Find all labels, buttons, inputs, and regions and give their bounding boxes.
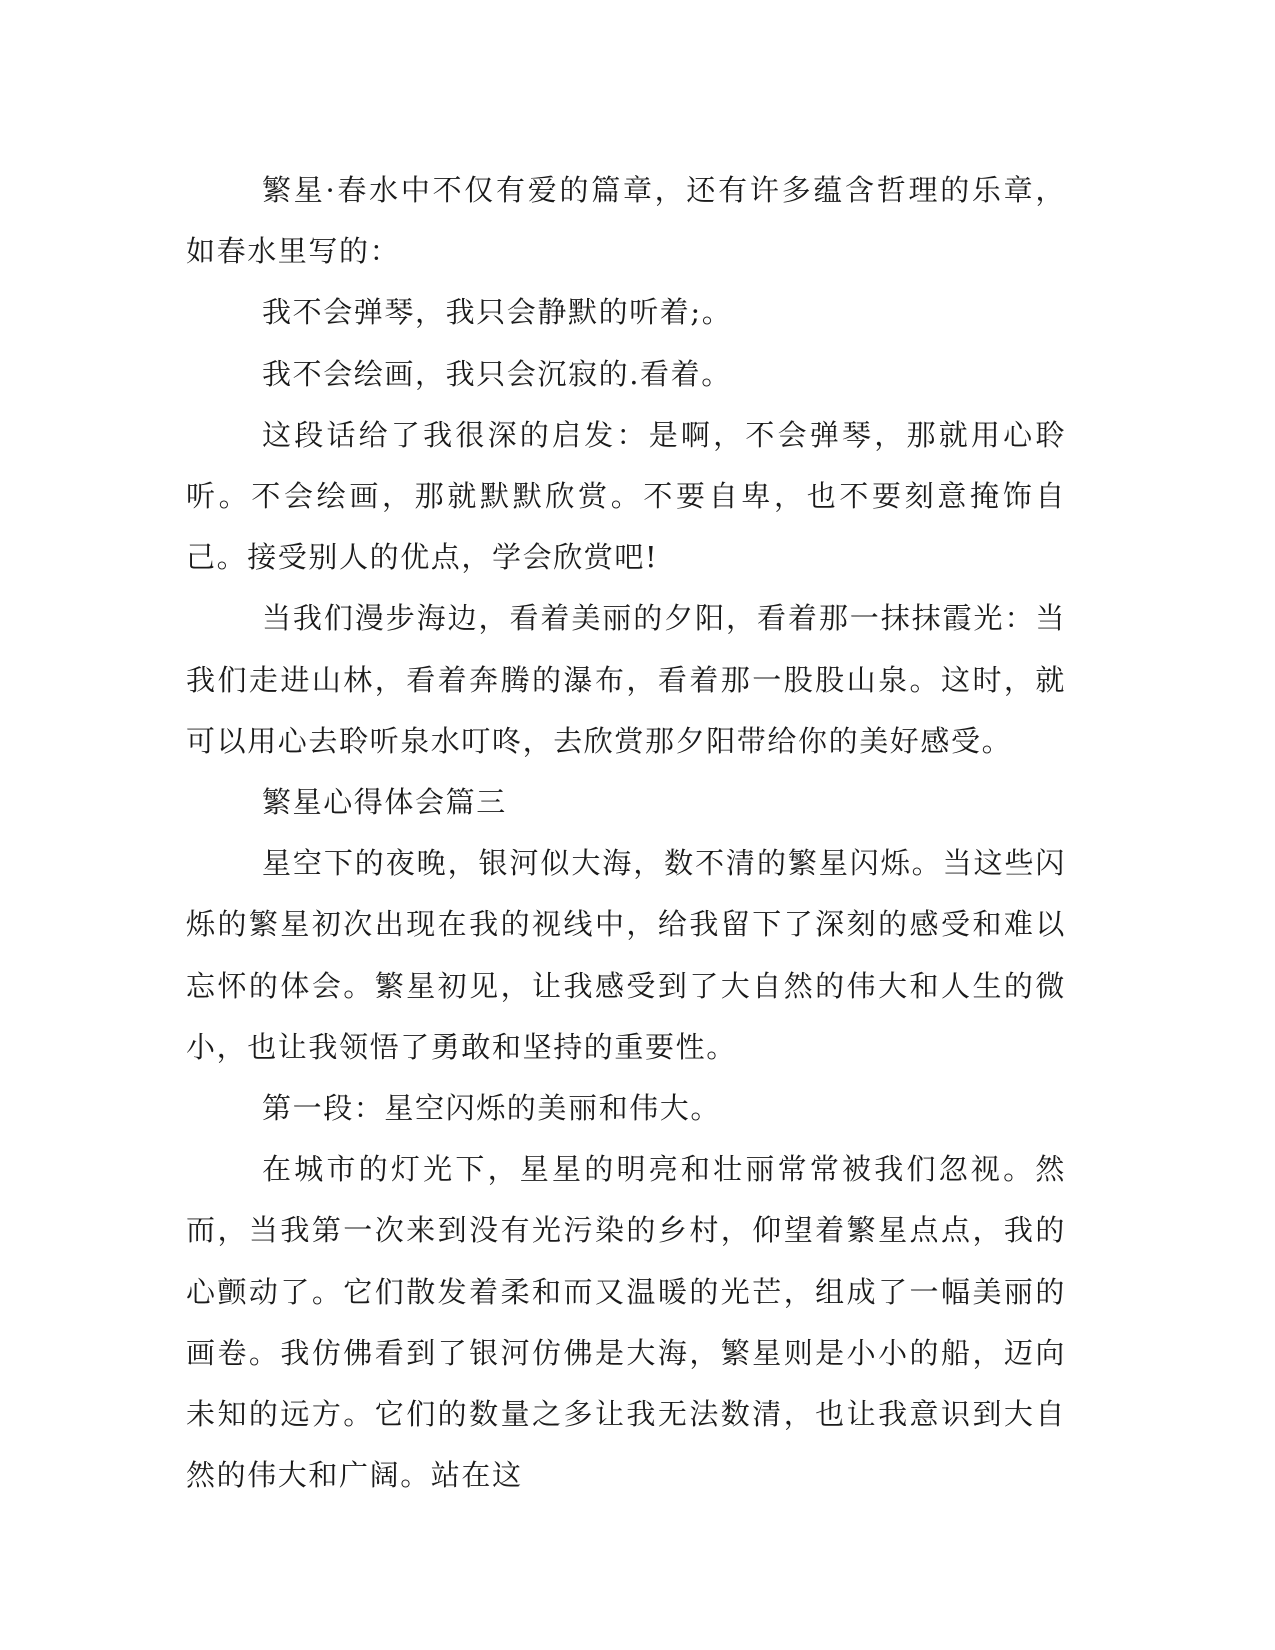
paragraph: 我不会弹琴，我只会静默的听着;。 <box>262 295 733 330</box>
paragraph: 这段话给了我很深的启发：是啊，不会弹琴，那就用心聆听。不会绘画，那就默默欣赏。不要自卑，也不要刻意掩饰自己。接受别人的优点，学会欣赏吧! <box>186 417 1066 575</box>
paragraph: 星空下的夜晚，银河似大海，数不清的繁星闪烁。当这些闪烁的繁星初次出现在我的视线中，给我留下了深刻的感受和难以忘怀的体会。繁星初见，让我感受到了大自然的伟大和人生的微小，也让我领悟了勇敢和坚持的重要性。 <box>186 846 1066 1064</box>
paragraph: 我不会绘画，我只会沉寂的.看着。 <box>262 356 732 391</box>
paragraph: 当我们漫步海边，看着美丽的夕阳，看着那一抹抹霞光：当我们走进山林，看着奔腾的瀑布，看着那一股股山泉。这时，就可以用心去聆听泉水叮咚，去欣赏那夕阳带给你的美好感受。 <box>186 601 1066 758</box>
paragraph: 在城市的灯光下，星星的明亮和壮丽常常被我们忽视。然而，当我第一次来到没有光污染的乡村，仰望着繁星点点，我的心颤动了。它们散发着柔和而又温暖的光芒，组成了一幅美丽的画卷。我仿佛看到了银河仿佛是大海，繁星则是小小的船，迈向未知的远方。它们的数量之多让我无法数清，也让我意识到大自然的伟大和广阔。站在这 <box>186 1152 1066 1493</box>
paragraph: 第一段：星空闪烁的美丽和伟大。 <box>262 1091 722 1126</box>
section-heading: 繁星心得体会篇三 <box>262 785 507 820</box>
document-body <box>186 160 1066 1506</box>
paragraph: 繁星·春水中不仅有爱的篇章，还有许多蕴含哲理的乐章，如春水里写的： <box>186 173 1066 269</box>
